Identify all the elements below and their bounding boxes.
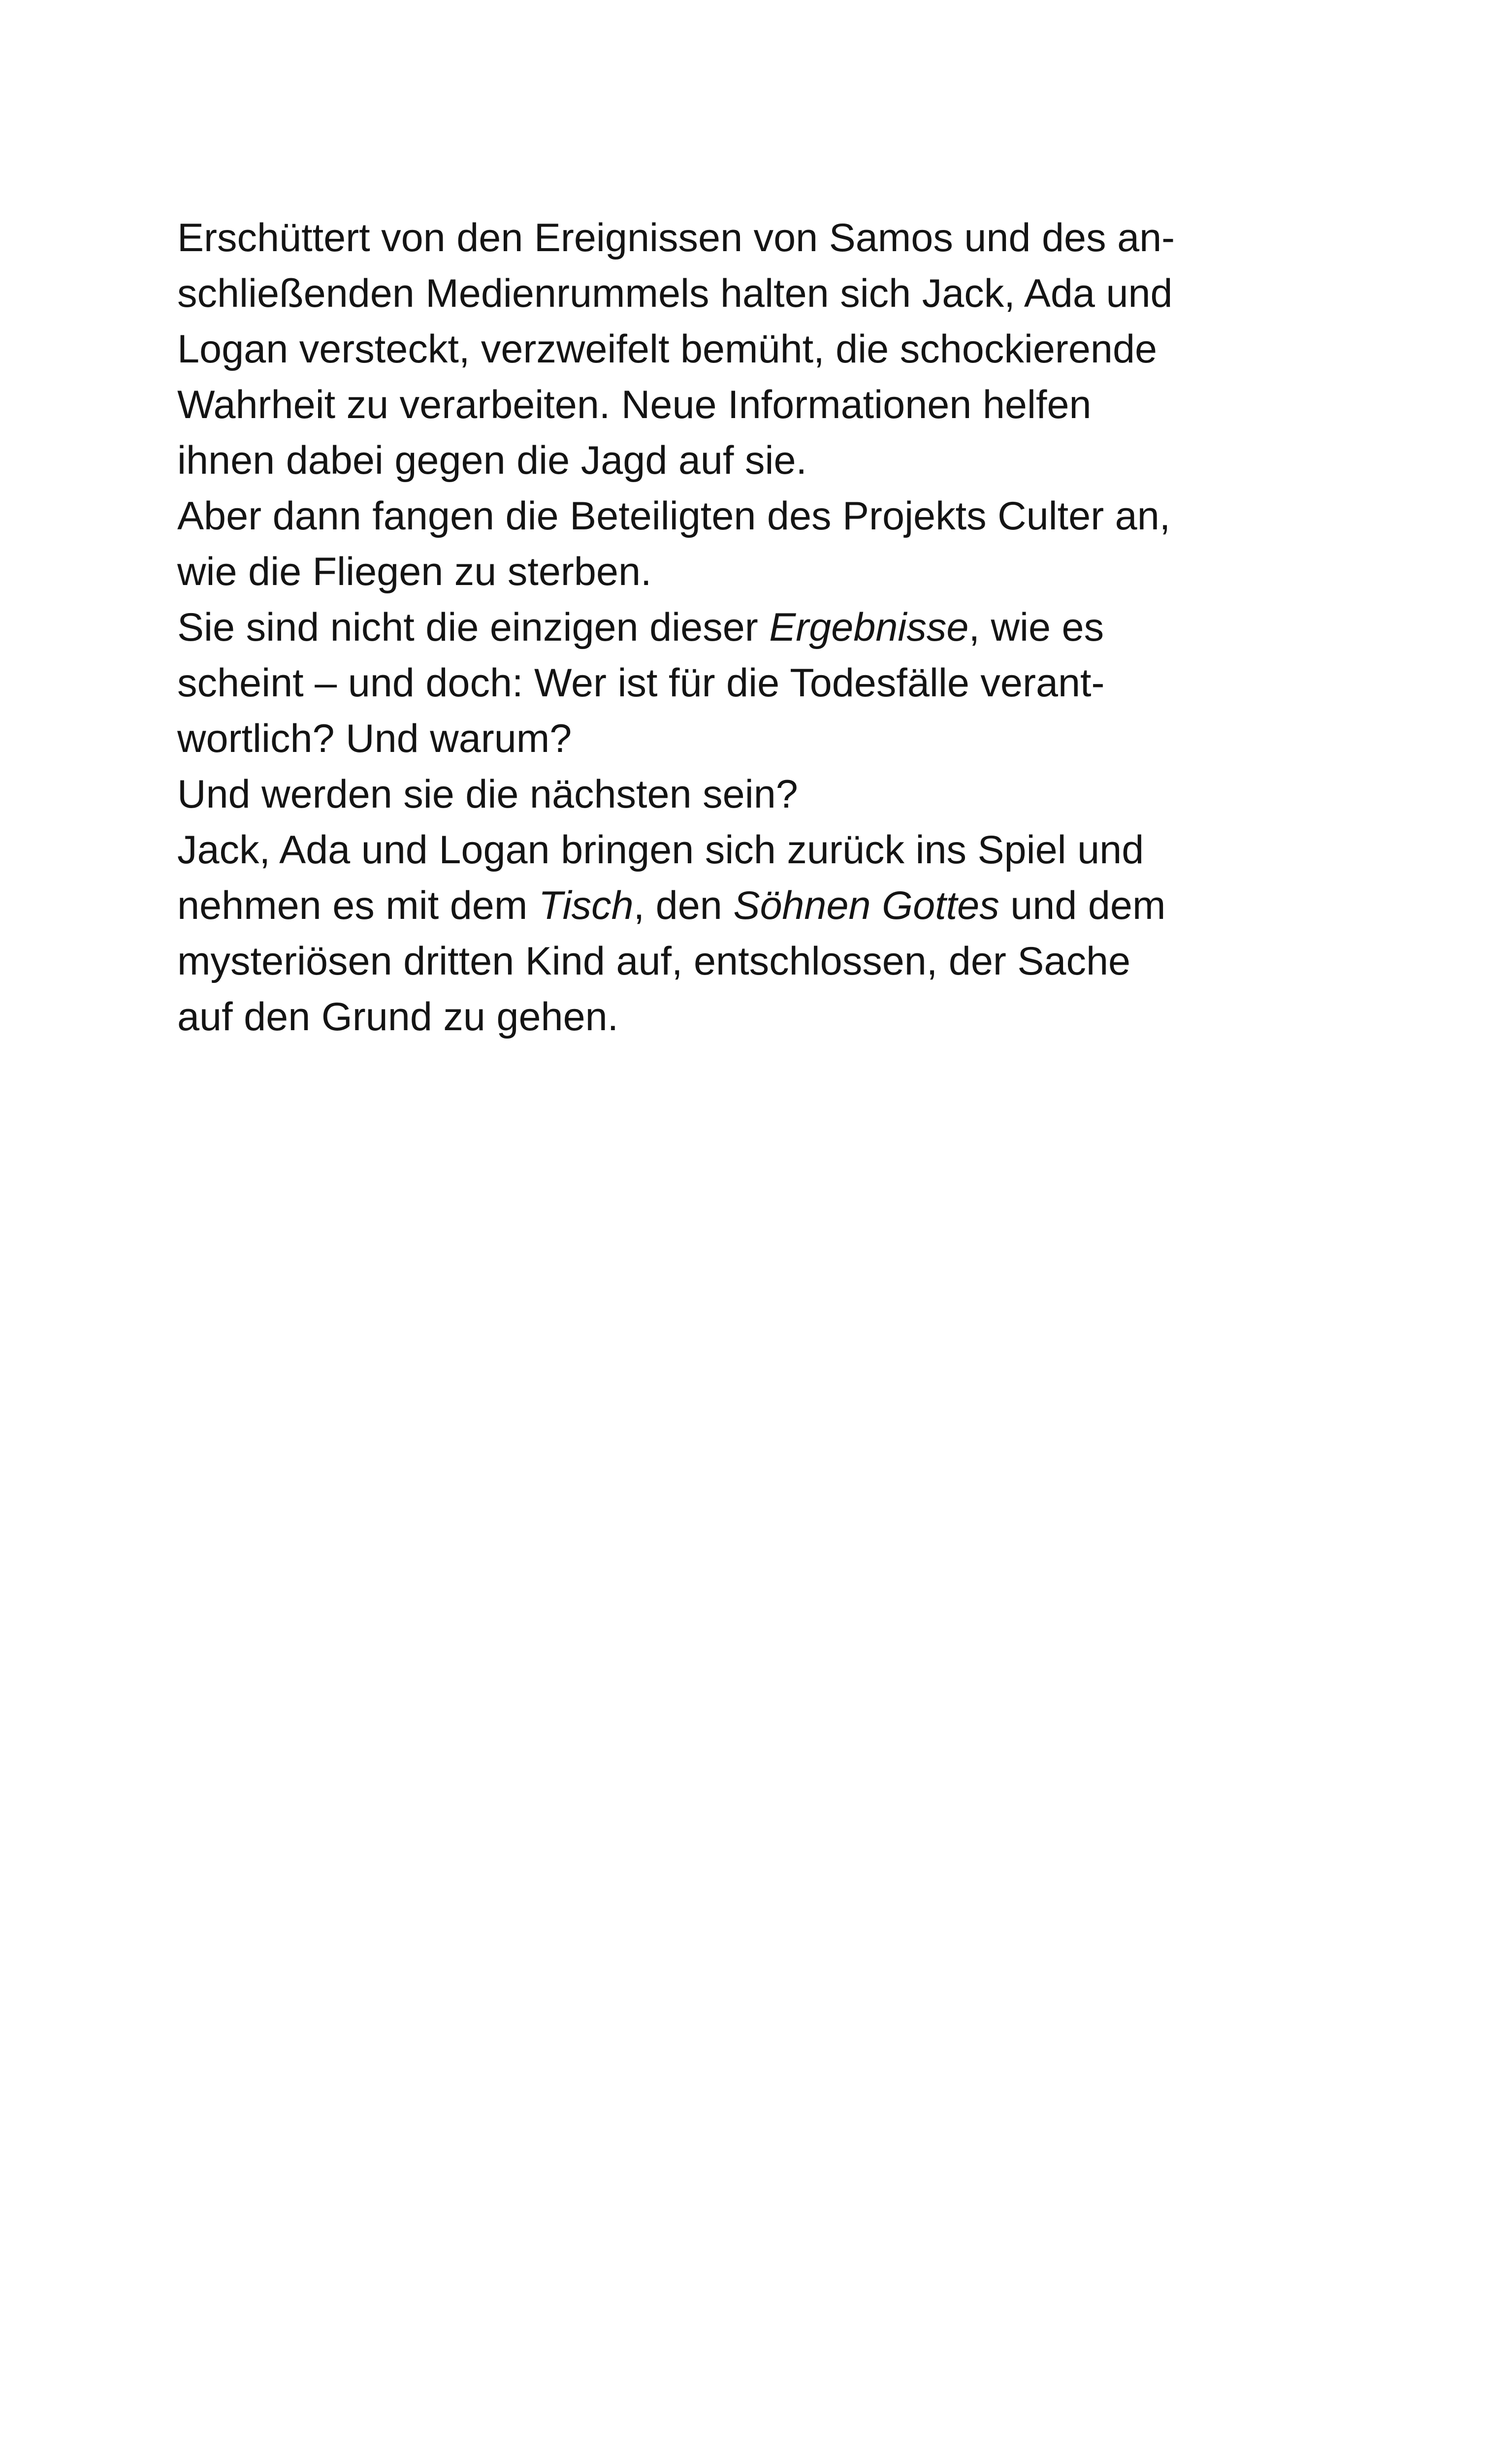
text-segment: mysteriösen dritten Kind auf, entschlossen, der Sache [177,939,1131,983]
text-segment: ihnen dabei gegen die Jagd auf sie. [177,438,807,483]
paragraph [177,600,1280,767]
text-line [177,767,1280,822]
text-segment: , wie es [968,605,1104,650]
text-line [177,489,1280,544]
paragraph [177,822,1280,1045]
paragraph [177,489,1280,600]
text-line [177,322,1280,377]
text-line [177,433,1280,489]
text-segment: und dem [999,883,1166,928]
italic-text: Söhnen Gottes [733,883,999,928]
text-line [177,934,1280,989]
text-segment: Erschüttert von den Ereignissen von Samos und des an- [177,216,1175,260]
text-line [177,600,1280,655]
text-line [177,544,1280,600]
text-segment: Und werden sie die nächsten sein? [177,772,798,816]
text-segment: Sie sind nicht die einzigen dieser [177,605,770,650]
text-segment: schließenden Medienrummels halten sich Jack, Ada und [177,271,1173,316]
text-line [177,655,1280,711]
text-segment: Logan versteckt, verzweifelt bemüht, die schockierende [177,327,1158,371]
text-segment: wortlich? Und warum? [177,717,572,761]
text-segment: nehmen es mit dem [177,883,539,928]
text-segment: , den [633,883,734,928]
text-segment: wie die Fliegen zu sterben. [177,550,652,594]
text-line [177,711,1280,767]
text-line [177,989,1280,1045]
text-segment: scheint – und doch: Wer ist für die Todesfälle verant- [177,661,1105,705]
text-segment: Jack, Ada und Logan bringen sich zurück ins Spiel und [177,828,1144,872]
paragraph [177,210,1280,489]
text-line [177,377,1280,433]
text-line [177,878,1280,934]
text-segment: Wahrheit zu verarbeiten. Neue Informationen helfen [177,383,1092,427]
italic-text: Ergebnisse [769,605,969,650]
text-line [177,822,1280,878]
italic-text: Tisch [538,883,634,928]
paragraph [177,767,1280,822]
text-segment: auf den Grund zu gehen. [177,995,619,1039]
text-segment: Aber dann fangen die Beteiligten des Projekts Culter an, [177,494,1171,538]
blurb-text [177,210,1280,1045]
text-line [177,266,1280,322]
text-line [177,210,1280,266]
